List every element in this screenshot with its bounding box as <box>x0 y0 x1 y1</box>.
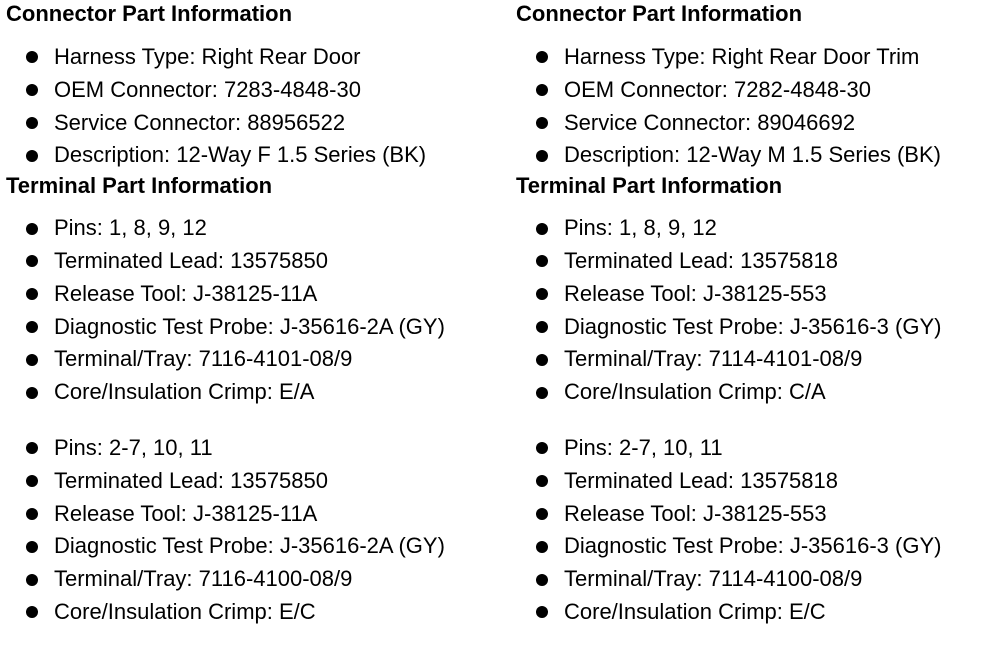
bullet-icon <box>26 574 38 586</box>
list-item <box>6 139 506 172</box>
list-item <box>516 311 1008 344</box>
list-item-label: Terminated Lead: 13575850 <box>54 247 328 273</box>
list-item <box>6 432 506 465</box>
list-item <box>516 278 1008 311</box>
bullet-icon <box>536 387 548 399</box>
list-item-label: Release Tool: J-38125-553 <box>564 280 827 306</box>
bullet-icon <box>26 508 38 520</box>
terminal-list-1 <box>516 212 1008 409</box>
spacer <box>516 200 1008 212</box>
terminal-list-2 <box>6 432 506 629</box>
list-item <box>6 596 506 629</box>
list-item <box>6 278 506 311</box>
bullet-icon <box>536 223 548 235</box>
list-item-label: Diagnostic Test Probe: J-35616-3 (GY) <box>564 533 942 559</box>
connector-list <box>6 41 506 172</box>
bullet-icon <box>536 541 548 553</box>
list-item <box>6 563 506 596</box>
bullet-icon <box>26 150 38 162</box>
bullet-icon <box>536 574 548 586</box>
terminal-heading: Terminal Part Information <box>6 173 273 199</box>
bullet-icon <box>536 508 548 520</box>
list-item-label: Pins: 1, 8, 9, 12 <box>564 215 717 241</box>
bullet-icon <box>536 475 548 487</box>
left-column <box>6 0 506 629</box>
list-item <box>516 41 1008 74</box>
list-item-label: Pins: 2-7, 10, 11 <box>54 434 213 460</box>
list-item <box>6 530 506 563</box>
list-item-label: Terminated Lead: 13575850 <box>54 467 328 493</box>
list-item <box>6 498 506 531</box>
bullet-icon <box>26 51 38 63</box>
list-item <box>516 343 1008 376</box>
list-item-label: Terminal/Tray: 7116-4100-08/9 <box>54 566 353 592</box>
bullet-icon <box>536 255 548 267</box>
bullet-icon <box>536 117 548 129</box>
list-item-label: Diagnostic Test Probe: J-35616-2A (GY) <box>54 533 445 559</box>
list-item <box>6 74 506 107</box>
list-item <box>516 74 1008 107</box>
bullet-icon <box>26 442 38 454</box>
list-item <box>516 530 1008 563</box>
list-item-label: Terminated Lead: 13575818 <box>564 467 838 493</box>
list-item <box>516 498 1008 531</box>
list-item <box>516 212 1008 245</box>
list-item-label: Terminal/Tray: 7114-4101-08/9 <box>564 346 863 372</box>
list-item-label: Release Tool: J-38125-11A <box>54 280 318 306</box>
list-item-label: Harness Type: Right Rear Door Trim <box>564 44 920 69</box>
list-item-label: Diagnostic Test Probe: J-35616-2A (GY) <box>54 313 445 339</box>
list-item <box>6 41 506 74</box>
right-column <box>516 0 1008 629</box>
bullet-icon <box>536 150 548 162</box>
list-item-label: OEM Connector: 7283-4848-30 <box>54 76 361 102</box>
list-item <box>6 107 506 140</box>
list-item-label: Pins: 2-7, 10, 11 <box>564 434 723 460</box>
list-item <box>6 465 506 498</box>
list-item-label: Description: 12-Way F 1.5 Series (BK) <box>54 142 427 168</box>
list-item-label: Core/Insulation Crimp: E/C <box>564 598 826 624</box>
list-item-label: Core/Insulation Crimp: E/A <box>54 379 315 405</box>
list-item <box>6 212 506 245</box>
list-item-label: Terminal/Tray: 7114-4100-08/9 <box>564 566 863 592</box>
bullet-icon <box>26 606 38 618</box>
list-item-label: Release Tool: J-38125-11A <box>54 500 318 526</box>
list-item-label: Service Connector: 88956522 <box>54 109 346 135</box>
spacer <box>6 200 506 212</box>
terminal-list-2 <box>516 432 1008 629</box>
connector-heading: Connector Part Information <box>6 1 293 26</box>
bullet-icon <box>26 475 38 487</box>
list-item <box>6 343 506 376</box>
bullet-icon <box>26 354 38 366</box>
bullet-icon <box>536 606 548 618</box>
list-item <box>516 107 1008 140</box>
bullet-icon <box>536 51 548 63</box>
list-item <box>516 563 1008 596</box>
list-item <box>516 432 1008 465</box>
bullet-icon <box>536 84 548 96</box>
bullet-icon <box>536 321 548 333</box>
list-item <box>6 311 506 344</box>
bullet-icon <box>26 84 38 96</box>
list-item <box>516 465 1008 498</box>
list-item-label: Terminated Lead: 13575818 <box>564 247 838 273</box>
bullet-icon <box>26 387 38 399</box>
list-item-label: Release Tool: J-38125-553 <box>564 500 827 526</box>
list-item <box>6 376 506 409</box>
bullet-icon <box>26 255 38 267</box>
bullet-icon <box>26 321 38 333</box>
bullet-icon <box>536 288 548 300</box>
list-item-label: Service Connector: 89046692 <box>564 109 856 135</box>
bullet-icon <box>26 223 38 235</box>
list-item-label: Core/Insulation Crimp: E/C <box>54 598 316 624</box>
list-item-label: Description: 12-Way M 1.5 Series (BK) <box>564 142 941 168</box>
terminal-heading: Terminal Part Information <box>516 173 783 199</box>
list-item <box>6 245 506 278</box>
connector-list <box>516 41 1008 172</box>
connector-heading: Connector Part Information <box>516 1 803 26</box>
spacer <box>516 28 1008 41</box>
list-item <box>516 376 1008 409</box>
list-item <box>516 596 1008 629</box>
list-item-label: Terminal/Tray: 7116-4101-08/9 <box>54 346 353 372</box>
bullet-icon <box>536 442 548 454</box>
spacer <box>516 409 1008 432</box>
bullet-icon <box>26 117 38 129</box>
list-item <box>516 139 1008 172</box>
list-item-label: Pins: 1, 8, 9, 12 <box>54 215 207 241</box>
terminal-list-1 <box>6 212 506 409</box>
list-item-label: OEM Connector: 7282-4848-30 <box>564 76 871 102</box>
bullet-icon <box>26 541 38 553</box>
list-item-label: Diagnostic Test Probe: J-35616-3 (GY) <box>564 313 942 339</box>
bullet-icon <box>26 288 38 300</box>
list-item <box>516 245 1008 278</box>
bullet-icon <box>536 354 548 366</box>
spacer <box>6 409 506 432</box>
list-item-label: Harness Type: Right Rear Door <box>54 44 361 69</box>
list-item-label: Core/Insulation Crimp: C/A <box>564 379 826 405</box>
spacer <box>6 28 506 41</box>
